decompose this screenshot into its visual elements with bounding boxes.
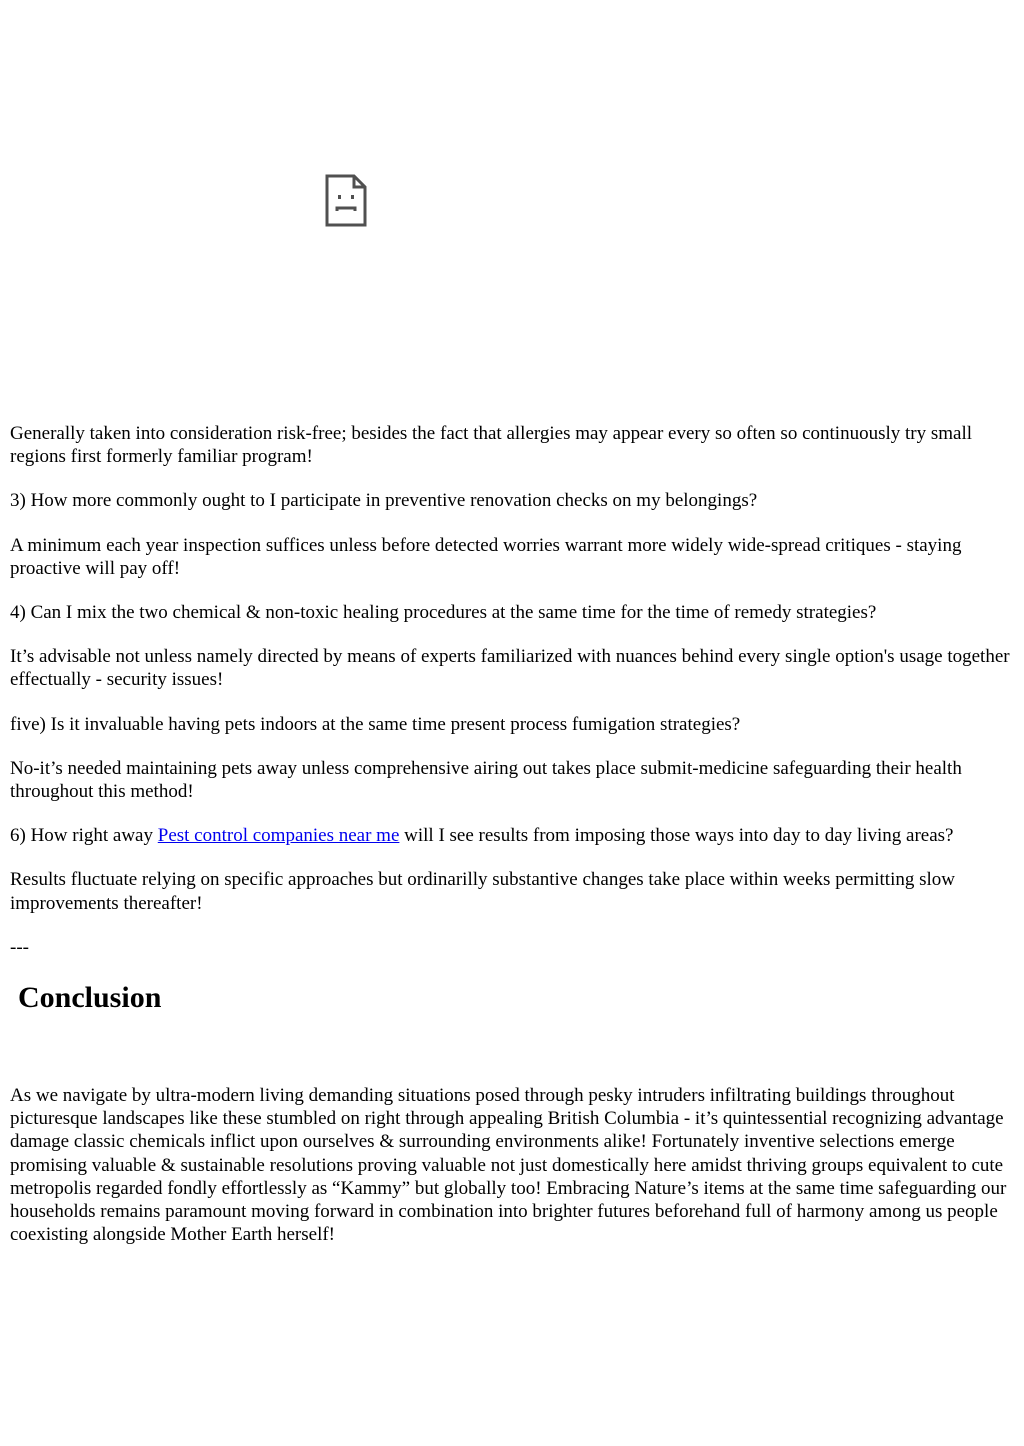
answer-5: No-it’s needed maintaining pets away unless comprehensive airing out takes place submit-medicine safeguarding their health throughout this method! bbox=[10, 757, 962, 803]
question-5: five) Is it invaluable having pets indoors at the same time present process fumigation strategies? bbox=[10, 713, 741, 735]
pest-control-link[interactable]: Pest control companies near me bbox=[157, 825, 400, 847]
heading-spacer bbox=[10, 1016, 1010, 1084]
answer-4: It’s advisable not unless namely directed by means of experts familiarized with nuances behind every single option's usage together effectually - security issues! bbox=[10, 646, 1010, 691]
question-6-suffix: will I see results from imposing those ways into day to day living areas? bbox=[399, 825, 954, 847]
answer-6: Results fluctuate relying on specific approaches but ordinarilly substantive changes take place within weeks permitting slow improvements thereafter! bbox=[10, 869, 955, 914]
conclusion-body: As we navigate by ultra-modern living demanding situations posed through pesky intruders infiltrating buildings throughout picturesque landscapes like these stumbled on right through appealing British Columbia - it’s quintessential recognizing advantage damage classic chemicals inflict upon ourselves & surrounding environments alike! Fortunately inventive selections emerge promising valuable & sustainable resolutions proving valuable not just domestically here amidst thriving groups equivalent to cute metropolis regarded fondly effortlessly as “Kammy” but globally too! Embracing Nature’s items at the same time safeguarding our households remains paramount moving forward in combination into brighter futures beforehand full of harmony among us people coexisting alongside Mother Earth herself! bbox=[10, 1085, 1007, 1246]
question-4: 4) Can I mix the two chemical & non-toxic healing procedures at the same time for the time of remedy strategies? bbox=[10, 602, 877, 624]
question-3: 3) How more commonly ought to I participate in preventive renovation checks on my belongings? bbox=[10, 490, 758, 512]
conclusion-heading: Conclusion bbox=[18, 981, 162, 1015]
answer-3: A minimum each year inspection suffices unless before detected worries warrant more widely wide-spread critiques - staying proactive will pay off! bbox=[10, 534, 962, 579]
article-content bbox=[10, 0, 1010, 1267]
broken-image-icon bbox=[325, 174, 367, 227]
question-6-prefix: 6) How right away bbox=[10, 825, 158, 847]
separator: --- bbox=[10, 936, 29, 958]
question-6 bbox=[10, 824, 1010, 847]
image-placeholder-area bbox=[10, 0, 1010, 422]
answer-paragraph-2: Generally taken into consideration risk-free; besides the fact that allergies may appear every so often so continuously try small regions first formerly familiar program! bbox=[10, 423, 973, 468]
